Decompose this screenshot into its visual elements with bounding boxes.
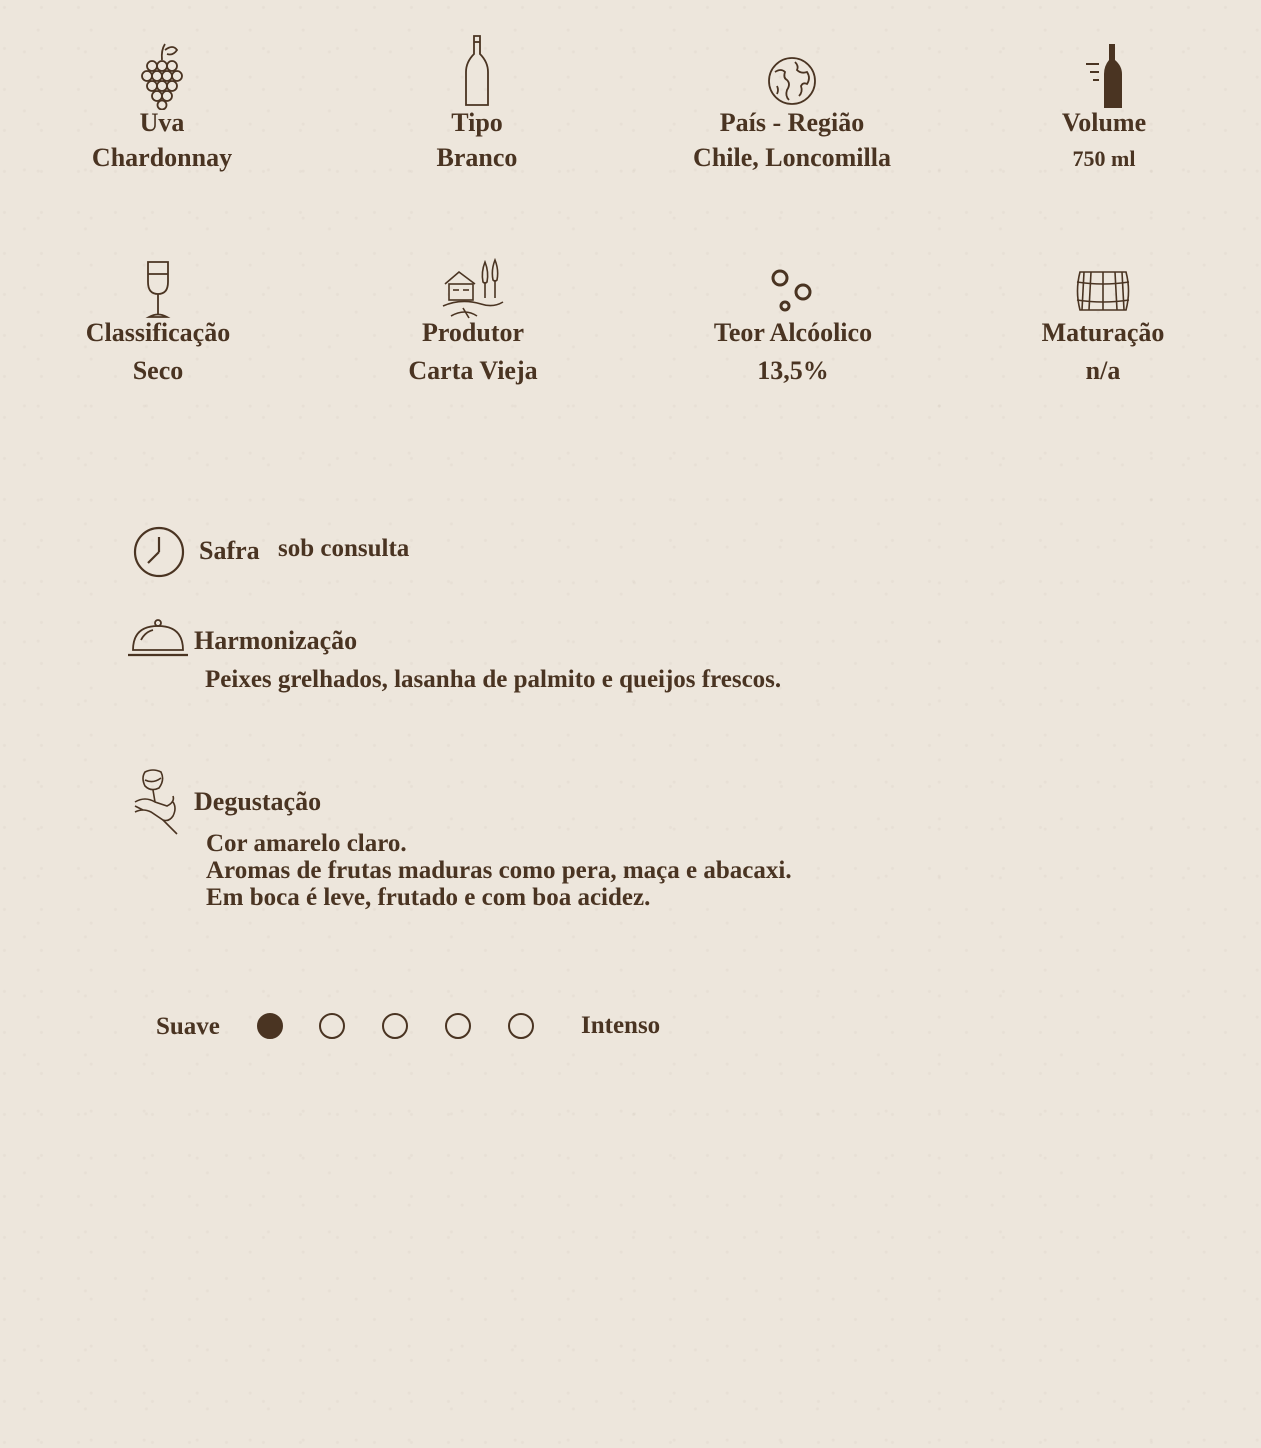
spec-value: Carta Vieja [408, 356, 538, 385]
spec-maturacao [953, 270, 1253, 410]
spec-volume [954, 42, 1254, 182]
intensity-min-label: Suave [156, 1013, 220, 1040]
degustacao-line-2: Aromas de frutas maduras como pera, maça e abacaxi. [206, 857, 792, 884]
spec-classificacao [8, 260, 308, 400]
spec-value: Chile, Loncomilla [693, 143, 891, 172]
bubbles-icon [769, 268, 817, 314]
spec-label: Volume [1061, 108, 1147, 137]
grape-icon [137, 40, 187, 110]
intensity-dot [382, 1013, 408, 1039]
tasting-hand-glass-icon [133, 768, 183, 836]
spec-tipo [327, 34, 627, 174]
wine-bottle-filled-icon [1082, 42, 1126, 110]
spec-label: Produtor [421, 318, 525, 347]
intensity-dot [257, 1013, 283, 1039]
vineyard-farm-icon [441, 258, 505, 320]
intensity-dot [508, 1013, 534, 1039]
spec-teor-alcoolico [643, 268, 943, 408]
harmonizacao-label: Harmonização [194, 626, 358, 655]
harmonizacao-text: Peixes grelhados, lasanha de palmito e queijos frescos. [205, 666, 782, 693]
safra-label: Safra [199, 536, 260, 565]
barrel-icon [1074, 270, 1132, 312]
spec-uva [12, 40, 312, 180]
intensity-dot [445, 1013, 471, 1039]
degustacao-line-1: Cor amarelo claro. [206, 830, 407, 857]
clock-icon [132, 525, 186, 579]
degustacao-line-3: Em boca é leve, frutado e com boa acidez. [206, 884, 651, 911]
spec-label: Tipo [451, 108, 503, 137]
spec-value: 750 ml [1072, 146, 1136, 171]
wine-bottle-outline-icon [464, 34, 490, 108]
spec-value: Branco [436, 143, 518, 172]
spec-value: n/a [1085, 356, 1121, 385]
spec-value: 13,5% [757, 356, 829, 385]
spec-label: Maturação [1041, 318, 1165, 347]
globe-icon [767, 56, 817, 106]
degustacao-label: Degustação [194, 787, 322, 816]
spec-value: Chardonnay [91, 143, 233, 172]
spec-pais-regiao [642, 56, 942, 196]
spec-label: Classificação [85, 318, 231, 347]
spec-produtor [323, 258, 623, 398]
spec-label: Uva [139, 108, 185, 137]
spec-value: Seco [132, 356, 184, 385]
intensity-dot [319, 1013, 345, 1039]
spec-label: Teor Alcóolico [713, 318, 873, 347]
safra-value: sob consulta [278, 535, 410, 562]
spec-label: País - Região [719, 108, 865, 137]
intensity-max-label: Intenso [581, 1012, 661, 1039]
wine-glass-icon [145, 260, 171, 320]
cloche-icon [127, 618, 189, 658]
